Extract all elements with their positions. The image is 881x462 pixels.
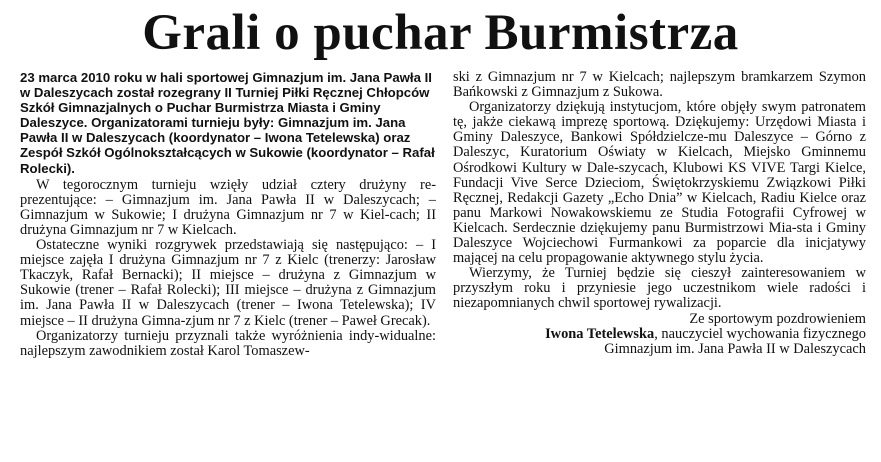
paragraph-results: Ostateczne wyniki rozgrywek przedstawiają się następująco: – I miejsce zajęła I drużyna Gimnazjum nr 7 z Kielc (trenerzy: Jarosław Tkaczyk, Rafał Bernacki); II miejsce – drużyna z Gimnazjum w Sukowie (trener – Rafał Rolecki); III miejsce – drużyna z Gimnazjum im. Jana Pawła II w Daleszycach (trener – Iwona Tetelewska); IV miejsce – II drużyna Gimna-zjum nr 7 z Kielc (trener – Paweł Grecak). [20,237,436,329]
column-left [20,70,436,359]
article-lead: 23 marca 2010 roku w hali sportowej Gimnazjum im. Jana Pawła II w Daleszycach został rozegrany II Turniej Piłki Ręcznej Chłopców Szkół Gimnazjalnych o Puchar Burmistrza Miasta i Gminy Daleszyce. Organizatorami turnieju były: Gimnazjum im. Jana Pawła II w Daleszycach (koordynator – Iwona Tetelewska) oraz Zespół Szkół Ogólnokształcących w Sukowie (koordynator – Rafał Rolecki). [20,70,435,176]
column-right [453,70,866,357]
signature-author [453,327,866,342]
paragraph-awards: Organizatorzy turnieju przyznali także wyróżnienia indy-widualne: najlepszym zawodnikiem został Karol Tomaszew- [20,327,436,359]
signature-role: , nauczyciel wychowania fizycznego [654,325,866,342]
signature-school: Gimnazjum im. Jana Pawła II w Daleszycach [604,340,866,357]
paragraph-thanks: Organizatorzy dziękują instytucjom, które objęły swym patronatem tę, jakże ciekawą imprezę sportową. Dziękujemy: Urzędowi Miasta i Gminy Daleszyce, Bankowi Spółdzielcze-mu Daleszyce – Górno z Daleszyc, Kuratorium Oświaty w Kielcach, Miejsko Gminnemu Ośrodkowi Kultury w Dale-szycach, Klubowi KS VIVE Targi Kielce, Fundacji Vive Serce Dzieciom, Świętokrzyskiemu Związkowi Piłki Ręcznej, Redakcji Gazety „Echo Dnia” w Kielcach, Radiu Kielce oraz panu Markowi Nowakowskiemu ze Studia Fotografii Cyfrowej w Kielcach. Serdecznie dziękujemy panu Burmistrzowi Mia-sta i Gminy Daleszyce Wojciechowi Furmankowi za poparcie dla inicjatywy mającej na celu propagowanie aktywnego stylu życia. [453,99,866,267]
paragraph-teams: W tegorocznym turnieju wzięły udział cztery drużyny re-prezentujące: – Gimnazjum im. Jana Pawła II w Daleszycach; – Gimnazjum w Sukowie; I drużyna Gimnazjum nr 7 w Kiel-cach; II drużyna Gimnazjum nr 7 w Kielcach. [20,176,436,238]
article-headline: Grali o puchar Burmistrza [142,5,739,61]
paragraph-awards-continued: ski z Gimnazjum nr 7 w Kielcach; najlepszym bramkarzem Szymon Bańkowski z Gimnazjum z Sukowa. [453,69,866,101]
paragraph-closing: Wierzymy, że Turniej będzie się cieszył zainteresowaniem w przyszłym roku i przyniesie jego uczestnikom wiele radości i niezapomnianych chwil sportowej rywalizacji. [453,265,866,312]
signature-greeting: Ze sportowym pozdrowieniem [689,310,866,327]
signature-name: Iwona Tetelewska [545,325,655,342]
